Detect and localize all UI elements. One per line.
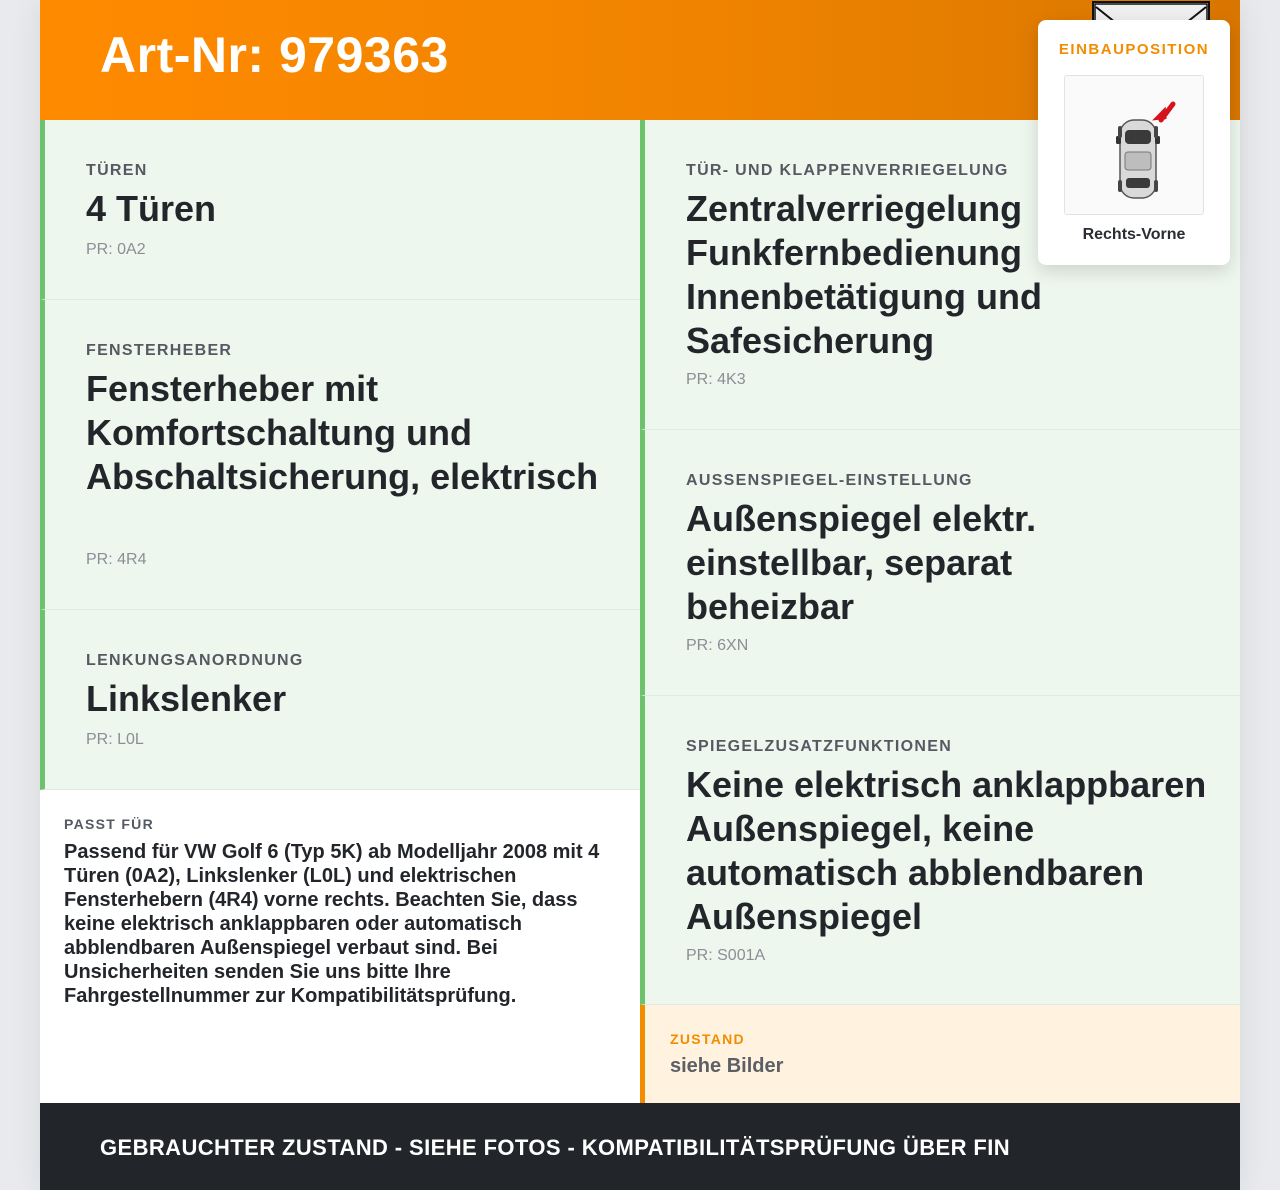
spec-pr-code: PR: 0A2 [86, 241, 146, 258]
passt-fuer-label: PASST FÜR [64, 816, 154, 832]
footer-text: GEBRAUCHTER ZUSTAND - SIEHE FOTOS - KOMPATIBILITÄTSPRÜFUNG ÜBER FIN [100, 1135, 1011, 1160]
spec-card-lenkung [40, 610, 640, 790]
einbauposition-label: EINBAUPOSITION [1058, 41, 1210, 58]
spec-pr-code: PR: L0L [86, 731, 144, 748]
einbauposition-card [1038, 20, 1230, 265]
einbauposition-caption: Rechts-Vorne [1082, 226, 1186, 243]
passt-fuer-section [40, 790, 640, 1103]
zustand-section [640, 1005, 1240, 1103]
spec-label: FENSTERHEBER [86, 342, 233, 359]
product-sheet [40, 0, 1240, 1190]
passt-fuer-text: Passend für VW Golf 6 (Typ 5K) ab Modelljahr 2008 mit 4 Türen (0A2), Linkslenker (L0L) und elektrischen Fensterhebern (4R4) vorne rechts. Beachten Sie, dass keine elektrisch anklappbaren oder automatisch abblendbaren Außenspiegel verbaut sind. Bei Unsicherheiten senden Sie uns bitte Ihre Fahrgestellnummer zur Kompatibilitätsprüfung. [64, 841, 600, 1007]
spec-pr-code: PR: 6XN [686, 637, 749, 654]
spec-pr-code: PR: S001A [686, 947, 766, 964]
spec-label: TÜR- UND KLAPPENVERRIEGELUNG [686, 162, 1009, 179]
spec-value: Zentralverriegelung Funkfernbedienung Innenbetätigung und Safesicherung [686, 188, 1042, 361]
spec-card-spiegelzusatz [640, 696, 1240, 1005]
spec-pr-code: PR: 4K3 [686, 371, 746, 388]
spec-label: TÜREN [86, 162, 148, 179]
spec-label: LENKUNGSANORDNUNG [86, 652, 304, 669]
spec-pr-code: PR: 4R4 [86, 551, 147, 568]
spec-value: Keine elektrisch anklappbaren Außenspiegel, keine automatisch abblendbaren Außenspiegel [686, 764, 1207, 937]
zustand-value: siehe Bilder [670, 1055, 784, 1077]
spec-card-aussenspiegel [640, 430, 1240, 696]
spec-value: Außenspiegel elektr. einstellbar, separat beheizbar [686, 498, 1037, 627]
spec-label: SPIEGELZUSATZFUNKTIONEN [686, 738, 953, 755]
spec-value: 4 Türen [86, 188, 217, 229]
spec-label: AUSSENSPIEGEL-EINSTELLUNG [686, 472, 973, 489]
spec-card-tueren [40, 120, 640, 300]
zustand-label: ZUSTAND [670, 1031, 745, 1047]
footer-bar [40, 1103, 1240, 1190]
car-top-view-with-arrow-icon [1064, 75, 1204, 215]
spec-card-fensterheber [40, 300, 640, 610]
article-number-title: Art-Nr: 979363 [100, 27, 449, 83]
spec-value: Fensterheber mit Komfortschaltung und Abschaltsicherung, elektrisch [86, 368, 599, 497]
spec-value: Linkslenker [86, 678, 287, 719]
